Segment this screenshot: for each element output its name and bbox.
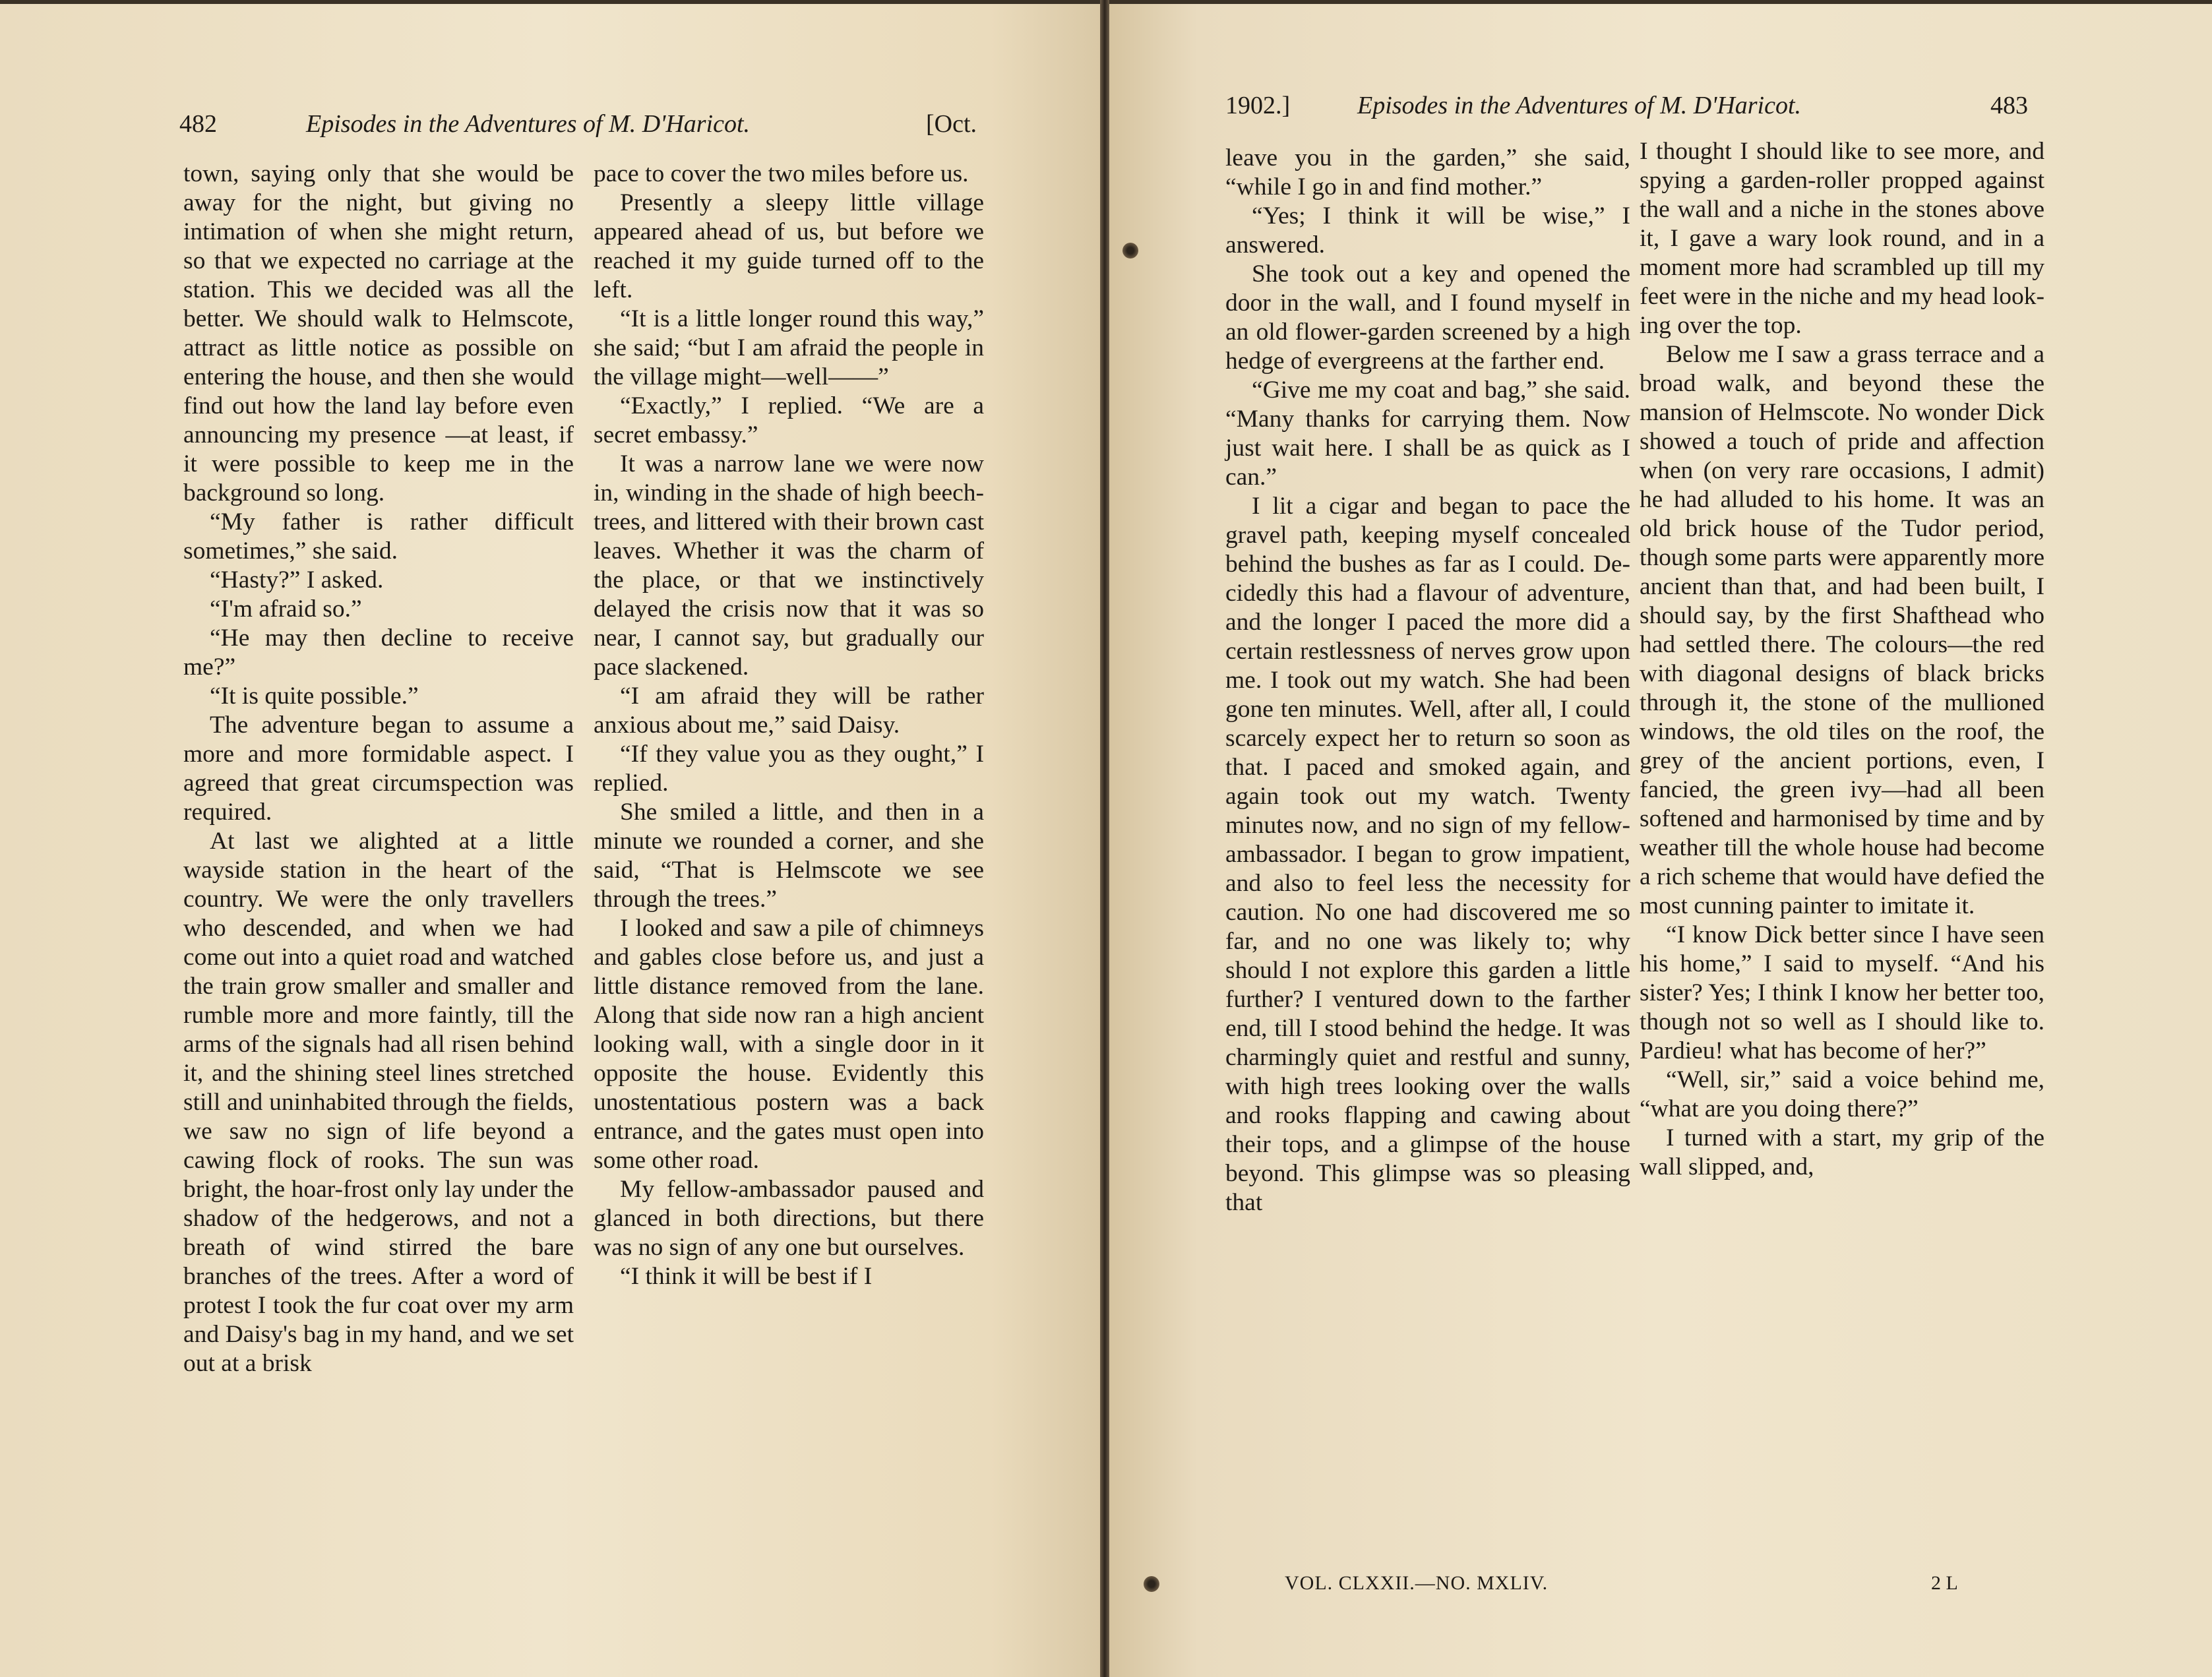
paragraph: “My father is rather difficult sometimes,” she said.	[183, 508, 574, 564]
running-head-left	[179, 103, 997, 145]
paragraph: “It is quite possible.”	[210, 683, 419, 710]
footer-right	[1285, 1567, 2010, 1600]
paragraph: I lit a cigar and began to pace the gravel path, keeping myself concealed behind the bushes as far as I could. Decidedly this had a flavour of adventure, and the longer I paced the more did a certain restlessness of nerves grow upon me. I took out my watch. She had been gone ten minutes. Well, after all, I could scarcely expect her to return so soon as that. I paced and smoked again, and again took out my watch. Twenty minutes now, and no sign of my fellow-ambassador. I began to grow impatient, and also to feel less the necessity for caution. No one had discovered me so far, and no one was likely to; why should I not explore this garden a little further? I ventured down to the farther end, till I stood behind the hedge. It was charmingly quiet and restful and sunny, with high trees looking over the walls and rooks flapping and cawing about their tops, and a glimpse of the house beyond. This glimpse was so pleasing that	[1225, 493, 1630, 1216]
paragraph: “I'm afraid so.”	[210, 595, 362, 623]
paragraph: leave you in the garden,” she said, “while I go in and find mother.”	[1225, 144, 1630, 200]
paragraph: I thought I should like to see more, and spying a garden-roller propped against the wall and a niche in the stones above it, I gave a wary look round, and in a moment more had scrambled up till my feet were in the niche and my head looking over the top.	[1640, 138, 2044, 339]
paragraph: She smiled a little, and then in a minute we rounded a corner, and she said, “That is Helmscote we see through the trees.”	[594, 799, 984, 913]
book-gutter	[1100, 0, 1109, 1677]
paragraph: “Exactly,” I replied. “We are a secret embassy.”	[594, 392, 984, 448]
paragraph: The adventure began to assume a more and more formidable aspect. I agreed that great circumspection was required.	[183, 712, 574, 826]
paragraph: “Give me my coat and bag,” she said. “Many thanks for carrying them. Now just wait here. I shall be as quick as I can.”	[1225, 377, 1630, 491]
paragraph: pace to cover the two miles before us.	[594, 160, 969, 187]
binding-hole-bottom	[1144, 1576, 1159, 1592]
paragraph: My fellow-ambassador paused and glanced in both directions, but there was no sign of any one but ourselves.	[594, 1176, 984, 1261]
binding-hole-top	[1122, 243, 1138, 259]
page-number-left: 482	[179, 110, 217, 138]
paragraph: It was a narrow lane we were now in, winding in the shade of high beech-trees, and littered with their brown cast leaves. Whether it was the charm of the place, or that we instinctively delayed the crisis now that it was so near, I cannot say, but gradually our pace slackened.	[594, 450, 984, 681]
paragraph: I looked and saw a pile of chimneys and gables close before us, and just a little distance removed from the lane. Along that side now ran a high ancient looking wall, with a single door in it opposite the house. Evidently this unostentatious postern was a back entrance, and the gates must open into some other road.	[594, 915, 984, 1174]
paragraph: “Yes; I think it will be wise,” I answered.	[1225, 202, 1630, 259]
right-page	[1109, 4, 2212, 1677]
running-title-left: Episodes in the Adventures of M. D'Haricot.	[306, 110, 751, 138]
running-title-right: Episodes in the Adventures of M. D'Haricot.	[1357, 92, 1802, 119]
page-number-right: 483	[1990, 92, 2028, 119]
paragraph: “I think it will be best if I	[620, 1263, 873, 1290]
paragraph: “Well, sir,” said a voice behind me, “what are you doing there?”	[1640, 1066, 2044, 1122]
left-column-1	[183, 160, 574, 1378]
right-column-1	[1225, 144, 1630, 1217]
paragraph: “He may then decline to receive me?”	[183, 625, 574, 681]
paragraph: “It is a little longer round this way,” she said; “but I am afraid the people in the village might—well——”	[594, 305, 984, 390]
paragraph: “I know Dick better since I have seen his home,” I said to myself. “And his sister? Yes; I think I know her better too, though not so well as I should like to. Pardieu! what has become of her?”	[1640, 921, 2044, 1064]
left-page	[0, 4, 1100, 1677]
paragraph: town, saying only that she would be away for the night, but giving no intimation of when she might return, so that we expected no carriage at the station. This we decided was all the better. We should walk to Helmscote, attract as little notice as possible on entering the house, and then she would find out how the land lay before even announcing my presence —at least, if it were possible to keep me in the background so long.	[183, 160, 574, 506]
paragraph: “If they value you as they ought,” I replied.	[594, 741, 984, 797]
paragraph: Below me I saw a grass terrace and a broad walk, and beyond these the mansion of Helmscote. No wonder Dick showed a touch of pride and affection when (on very rare occasions, I admit) he had alluded to his home. It was an old brick house of the Tudor period, though some parts were apparently more ancient than that, and had been built, I should say, by the first Shafthead who had settled there. The colours—the red with diagonal designs of black bricks through it, the stone of the mullioned windows, the old tiles on the roof, the grey of the ancient portions, even, I fancied, the green ivy—had all been softened and harmonised by time and by weather till the whole house had become a rich scheme that would have defied the most cunning painter to imitate it.	[1640, 341, 2044, 919]
paragraph: Presently a sleepy little village appeared ahead of us, but before we reached it my guide turned off to the left.	[594, 189, 984, 303]
date-mark-left: [Oct.	[926, 110, 977, 138]
sheet-mark: 2 L	[1931, 1572, 1958, 1594]
paragraph: I turned with a start, my grip of the wall slipped, and,	[1640, 1124, 2044, 1180]
date-mark-right: 1902.]	[1225, 92, 1291, 119]
left-column-2	[594, 160, 984, 1291]
paragraph: “I am afraid they will be rather anxious about me,” said Daisy.	[594, 683, 984, 739]
volume-signature: VOL. CLXXII.—NO. MXLIV.	[1285, 1572, 1549, 1594]
paragraph: She took out a key and opened the door in the wall, and I found myself in an old flower-garden screened by a high hedge of evergreens at the farther end.	[1225, 260, 1630, 375]
running-head-right	[1225, 84, 2083, 127]
paragraph: At last we alighted at a little wayside station in the heart of the country. We were the only travellers who descended, and when we had come out into a quiet road and watched the train grow smaller and smaller and rumble more and more faintly, till the arms of the signals had all risen behind it, and the shining steel lines stretched still and uninhabited through the fields, we saw no sign of life beyond a cawing flock of rooks. The sun was bright, the hoar-frost only lay under the shadow of the hedgerows, and not a breath of wind stirred the bare branches of the trees. After a word of protest I took the fur coat over my arm and Daisy's bag in my hand, and we set out at a brisk	[183, 828, 574, 1377]
right-column-2	[1640, 137, 2044, 1182]
paragraph: “Hasty?” I asked.	[210, 566, 384, 594]
